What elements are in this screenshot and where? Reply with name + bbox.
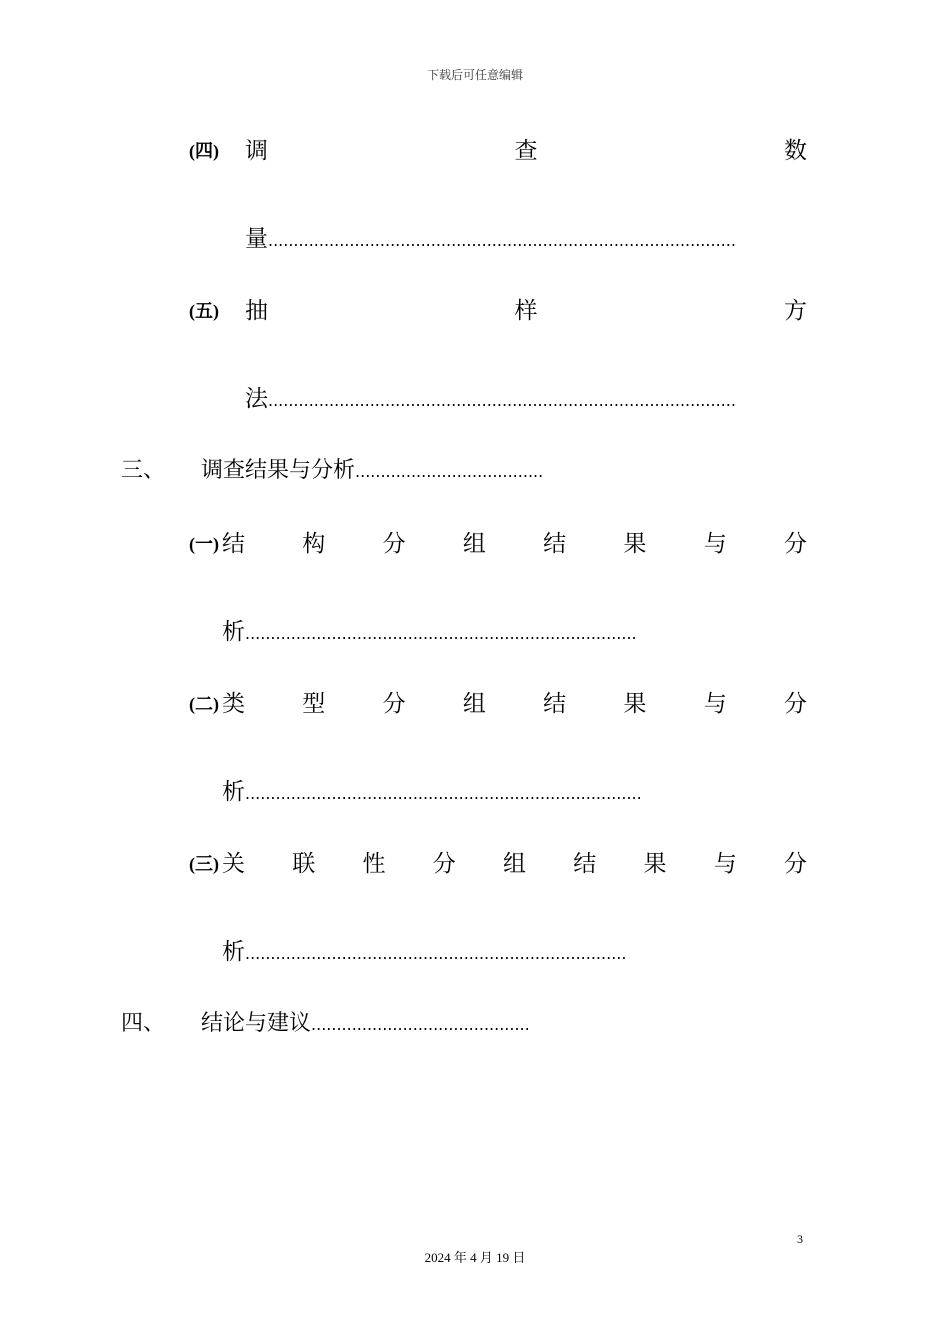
- title-char: 结: [543, 531, 567, 557]
- title-char: 类: [222, 691, 245, 717]
- toc-entry-correlation-grouping[interactable]: [189, 848, 807, 880]
- toc-entry-label: (五): [189, 301, 219, 321]
- title-char: 结: [222, 531, 245, 557]
- heading-text: 调查结果与分析: [201, 458, 356, 483]
- title-char: 联: [292, 851, 316, 877]
- title-char: 型: [302, 691, 326, 717]
- title-char: 关: [222, 851, 245, 877]
- page-number: 3: [797, 1232, 803, 1246]
- continuation-char: 析: [222, 619, 245, 645]
- title-char: 分: [784, 851, 807, 877]
- footer-date: 2024 年 4 月 19 日: [424, 1250, 526, 1265]
- toc-entry-title: [222, 688, 807, 720]
- title-char: 构: [302, 531, 326, 557]
- toc-entry-continuation: [222, 936, 647, 968]
- title-char: 分: [783, 691, 807, 717]
- dot-leader: ..............................................................................: [245, 784, 642, 803]
- continuation-char: 析: [222, 779, 245, 805]
- dot-leader: ............................................................................................: [268, 391, 736, 410]
- title-char: 数: [784, 138, 807, 164]
- title-char: 与: [713, 851, 737, 877]
- title-char: 分: [382, 691, 406, 717]
- dot-leader: ............................................................................................: [268, 231, 736, 250]
- title-char: 果: [643, 851, 667, 877]
- dot-leader: .............................................................................: [245, 624, 637, 643]
- toc-entry-label: (三): [189, 854, 219, 874]
- toc-entry-continuation: [222, 776, 667, 808]
- toc-entry-label: (四): [189, 141, 219, 161]
- heading-title: [201, 455, 543, 488]
- title-char: 组: [462, 531, 486, 557]
- dot-leader: ...........................................................................: [245, 944, 627, 963]
- title-char: 性: [362, 851, 386, 877]
- heading-number: 三、: [121, 458, 166, 483]
- title-char: 方: [784, 298, 807, 324]
- toc-entry-continuation: [222, 616, 662, 648]
- toc-entry-title: [222, 848, 807, 880]
- toc-entry-continuation: [245, 383, 765, 415]
- toc-entry-label: (一): [189, 534, 219, 554]
- toc-entry-structure-grouping[interactable]: [189, 528, 807, 560]
- title-char: 组: [462, 691, 486, 717]
- continuation-char: 法: [245, 386, 268, 412]
- toc-entry-survey-quantity[interactable]: [189, 135, 807, 167]
- page-header: 下载后可任意编辑: [426, 68, 523, 82]
- title-char: 查: [514, 138, 538, 164]
- title-char: 样: [514, 298, 538, 324]
- title-char: 结: [543, 691, 567, 717]
- title-char: 与: [703, 691, 727, 717]
- toc-entry-label: (二): [189, 694, 219, 714]
- toc-entry-title: [245, 295, 807, 327]
- continuation-char: 量: [245, 226, 268, 252]
- title-char: 果: [623, 691, 647, 717]
- toc-entry-sampling-method[interactable]: [189, 295, 807, 327]
- toc-entry-title: [222, 528, 807, 560]
- title-char: 分: [432, 851, 456, 877]
- title-char: 结: [573, 851, 597, 877]
- title-char: 分: [382, 531, 406, 557]
- toc-heading-results-analysis[interactable]: [121, 455, 581, 487]
- dot-leader: .....................................: [355, 462, 544, 481]
- title-char: 组: [503, 851, 526, 877]
- title-char: 抽: [245, 298, 268, 324]
- continuation-char: 析: [222, 939, 245, 965]
- toc-entry-continuation: [245, 223, 765, 255]
- title-char: 果: [623, 531, 647, 557]
- dot-leader: ...........................................: [311, 1015, 530, 1034]
- heading-text: 结论与建议: [201, 1011, 312, 1036]
- title-char: 与: [703, 531, 727, 557]
- title-char: 调: [245, 138, 268, 164]
- heading-title: [201, 1008, 530, 1041]
- toc-heading-conclusions[interactable]: [121, 1008, 561, 1040]
- title-char: 分: [783, 531, 807, 557]
- toc-entry-type-grouping[interactable]: [189, 688, 807, 720]
- toc-entry-title: [245, 135, 807, 167]
- heading-number: 四、: [121, 1011, 166, 1036]
